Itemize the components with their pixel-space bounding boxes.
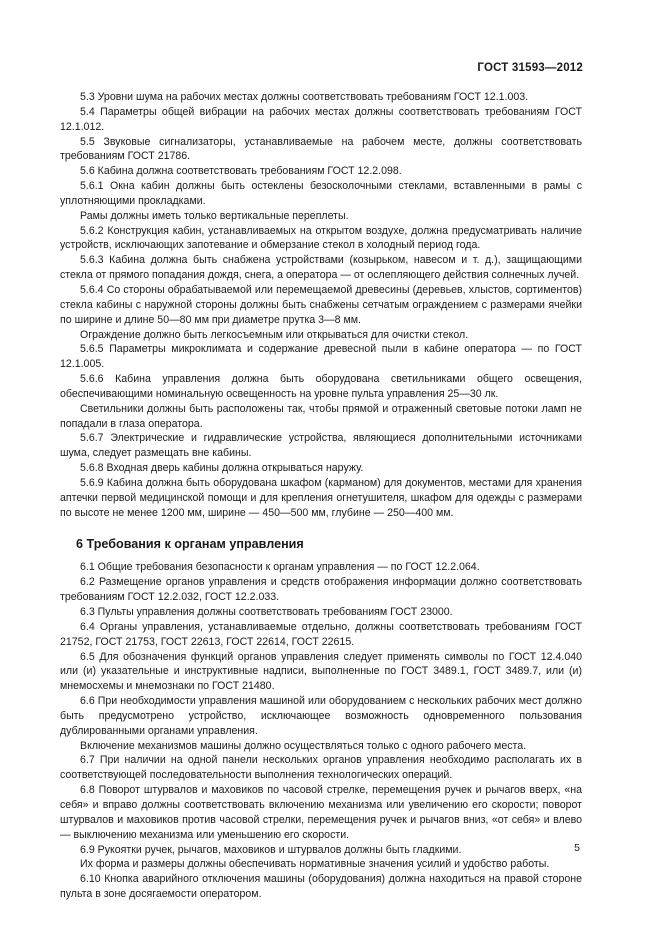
paragraph: 5.6.9 Кабина должна быть оборудована шкафом (карманом) для документов, местами для хранения аптечки первой медицинской помощи и для крепления огнетушителя, шкафом для одежды с размерами по высоте не менее 1200 мм, ширине — 450—500 мм, глубине — 250—400 мм.: [60, 476, 582, 519]
paragraph: 6.10 Кнопка аварийного отключения машины (оборудования) должна находиться на правой стороне пульта в зоне досягаемости оператором.: [60, 873, 582, 901]
paragraph: 5.3 Уровни шума на рабочих местах должны соответствовать требованиям ГОСТ 12.1.003.: [80, 91, 529, 103]
paragraph: 6.7 При наличии на одной панели нескольких органов управления необходимо располагать их в соответствующей последовательности выполнения технологических операций.: [60, 754, 582, 782]
paragraph: Их форма и размеры должны обеспечивать нормативные значения усилий и удобство работы.: [80, 858, 550, 871]
paragraph: 5.6.5 Параметры микроклимата и содержание древесной пыли в кабине оператора — по ГОСТ 12.1.005.: [60, 343, 582, 371]
paragraph: 5.5 Звуковые сигнализаторы, устанавливаемые на рабочем месте, должны соответствовать требованиям ГОСТ 21786.: [60, 135, 582, 163]
paragraph: 5.6.3 Кабина должна быть снабжена устройствами (козырьком, навесом и т. д.), защищающими стекла от прямого попадания дождя, снега, а оператора — от ослепляющего действия солнечных лучей.: [60, 254, 582, 282]
paragraph: 6.1 Общие требования безопасности к органам управления — по ГОСТ 12.2.064.: [80, 561, 480, 574]
paragraph: 5.4 Параметры общей вибрации на рабочих местах должны соответствовать требованиям ГОСТ 12.1.012.: [60, 105, 582, 133]
paragraph: Светильники должны быть расположены так, чтобы прямой и отраженный световые потоки ламп не попадали в глаза оператора.: [60, 402, 582, 430]
paragraph: Ограждение должно быть легкосъемным или открываться для очистки стекол.: [80, 328, 469, 341]
paragraph: 6.3 Пульты управления должны соответствовать требованиям ГОСТ 23000.: [80, 606, 453, 618]
paragraph: 6.6 При необходимости управления машиной или оборудованием с нескольких рабочих мест должно быть предусмотрено устройство, исключающее возможность одновременного пользования дублированными органами управления.: [60, 695, 582, 737]
paragraph: Рамы должны иметь только вертикальные переплеты.: [80, 209, 349, 222]
paragraph: 5.6.4 Со стороны обрабатываемой или перемещаемой древесины (деревьев, хлыстов, сортиментов) стекла кабины с наружной стороны должны быть снабжены сетчатым ограждением с размерами ячейки по ширине и длине 50—80 мм при диаметре прутка 3—8 мм.: [60, 283, 582, 326]
section-heading: 6 Требования к органам управления: [76, 537, 304, 552]
paragraph: 5.6.8 Входная дверь кабины должна открываться наружу.: [80, 462, 364, 475]
paragraph: Включение механизмов машины должно осуществляться только с одного рабочего места.: [80, 739, 527, 752]
paragraph: 5.6.6 Кабина управления должна быть оборудована светильниками общего освещения, обеспечивающими номинальную освещенность на уровне пульта управления 25—30 лк.: [60, 373, 582, 400]
document-body: [60, 90, 582, 902]
paragraph: 6.9 Рукоятки ручек, рычагов, маховиков и штурвалов должны быть гладкими.: [80, 843, 462, 856]
paragraph: 6.4 Органы управления, устанавливаемые отдельно, должны соответствовать требованиям ГОСТ 21752, ГОСТ 21753, ГОСТ 22613, ГОСТ 22614, ГОСТ 22615.: [60, 620, 582, 648]
paragraph: 5.6 Кабина должна соответствовать требованиям ГОСТ 12.2.098.: [80, 165, 402, 178]
page-number: 5: [574, 842, 580, 854]
paragraph: 6.2 Размещение органов управления и средств отображения информации должно соответствовать требованиям ГОСТ 12.2.032, ГОСТ 12.2.033.: [60, 576, 582, 604]
paragraph: 5.6.2 Конструкция кабин, устанавливаемых на открытом воздухе, должна предусматривать наличие устройств, исключающих запотевание и обмерзание стекол в холодный период года.: [60, 224, 582, 252]
paragraph: 5.6.1 Окна кабин должны быть остеклены безосколочными стеклами, вставленными в рамы с уплотняющими прокладками.: [60, 180, 582, 207]
page-header: ГОСТ 31593—2012: [477, 62, 583, 74]
paragraph: 6.5 Для обозначения функций органов управления следует применять символы по ГОСТ 12.4.040 или (и) указательные и инструктивные надписи, выполненные по ГОСТ 3489.1, ГОСТ 3489.7, или (и) мнемосхемы и мнемознаки по ГОСТ 21480.: [60, 650, 582, 693]
paragraph: 6.8 Поворот штурвалов и маховиков по часовой стрелке, перемещения ручек и рычагов вверх, «на себя» и вправо должны соответствовать включению механизма или увеличению его скорости; поворот штурвалов и маховиков против часовой стрелки, перемещения ручек и рычагов вниз, «от себя» и влево — выключению механизма или уменьшению его скорости.: [60, 784, 582, 841]
paragraph: 5.6.7 Электрические и гидравлические устройства, являющиеся дополнительными источниками шума, следует размещать вне кабины.: [60, 432, 582, 460]
